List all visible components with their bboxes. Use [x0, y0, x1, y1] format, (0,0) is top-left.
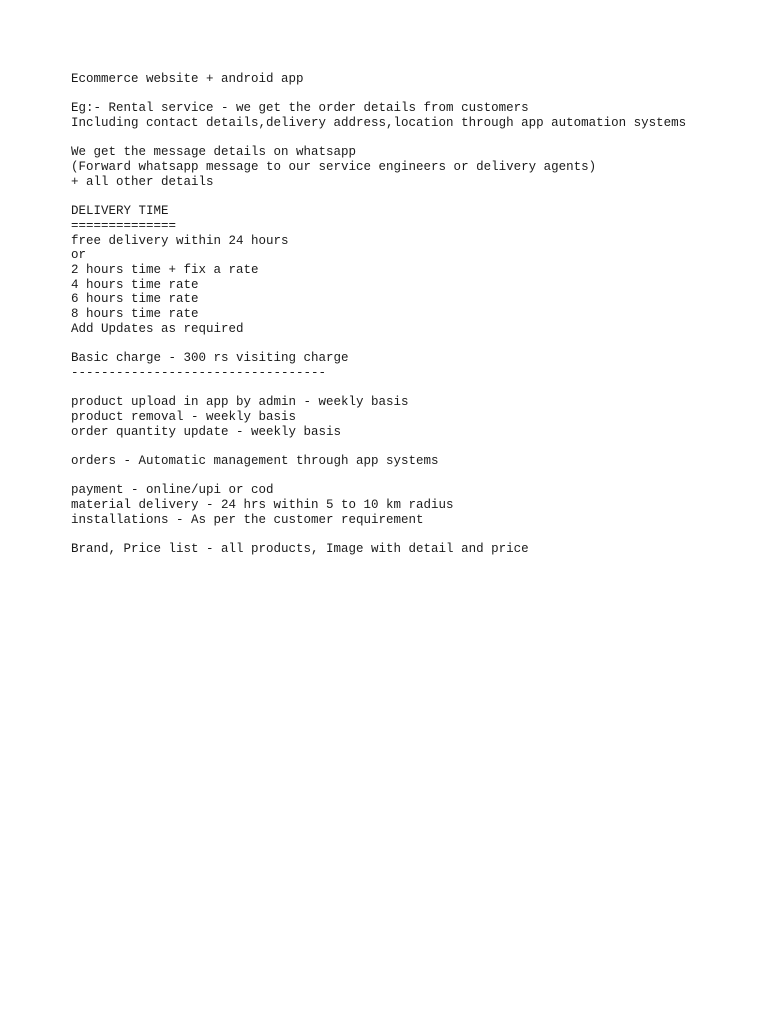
- text-line: order quantity update - weekly basis: [71, 424, 342, 439]
- text-line: [71, 336, 686, 351]
- text-line: 2 hours time + fix a rate: [71, 262, 259, 277]
- text-line: ----------------------------------: [71, 365, 327, 380]
- text-line: material delivery - 24 hrs within 5 to 10 km radius: [71, 497, 454, 512]
- text-line: [71, 131, 686, 146]
- text-line: (Forward whatsapp message to our service engineers or delivery agents): [71, 160, 597, 175]
- text-line: Brand, Price list - all products, Image with detail and price: [71, 542, 529, 556]
- text-line: installations - As per the customer requirement: [71, 512, 424, 527]
- text-line: [71, 527, 686, 542]
- text-line: or: [71, 248, 87, 263]
- document-text: [71, 72, 686, 557]
- text-line: Including contact details,delivery address,location through app automation systems: [71, 116, 687, 131]
- text-line: [71, 190, 686, 205]
- text-line: We get the message details on whatsapp: [71, 145, 357, 160]
- text-line: DELIVERY TIME: [71, 204, 169, 219]
- text-line: 6 hours time rate: [71, 292, 199, 307]
- text-line: [71, 87, 686, 102]
- text-line: [71, 469, 686, 484]
- text-line: Basic charge - 300 rs visiting charge: [71, 351, 349, 366]
- text-line: 8 hours time rate: [71, 307, 199, 321]
- text-line: Add Updates as required: [71, 321, 244, 336]
- text-line: orders - Automatic management through app systems: [71, 453, 439, 468]
- text-line: payment - online/upi or cod: [71, 483, 274, 498]
- text-line: Eg:- Rental service - we get the order details from customers: [71, 101, 529, 116]
- text-line: product upload in app by admin - weekly basis: [71, 395, 409, 410]
- text-line: + all other details: [71, 174, 214, 189]
- text-line: ==============: [71, 218, 177, 233]
- text-line: product removal - weekly basis: [71, 409, 297, 424]
- text-line: 4 hours time rate: [71, 277, 199, 292]
- text-line: [71, 380, 686, 395]
- text-line: Ecommerce website + android app: [71, 72, 304, 86]
- text-line: free delivery within 24 hours: [71, 233, 289, 248]
- text-line: [71, 439, 686, 454]
